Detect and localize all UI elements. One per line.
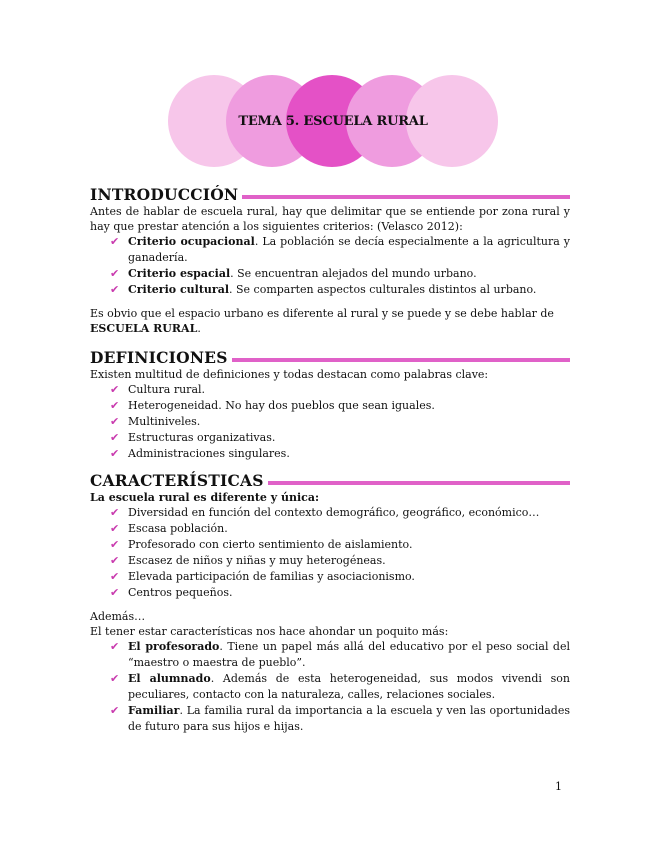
- section-caracteristicas: [90, 472, 570, 735]
- item-text: Centros pequeños.: [128, 586, 233, 599]
- title-banner: [168, 75, 498, 170]
- item-text: Elevada participación de familias y asociacionismo.: [128, 570, 415, 583]
- list-item: [110, 537, 570, 553]
- checkmark-icon: ✔: [110, 447, 120, 460]
- item-text: . Tiene un papel más allá del educativo por el peso social del “maestro o maestra de pueblo”.: [128, 640, 570, 669]
- list-item: [110, 282, 570, 298]
- list-item: [110, 569, 570, 585]
- list-item: [110, 414, 570, 430]
- item-text: . La población se decía especialmente a la agricultura y ganadería.: [128, 235, 570, 264]
- item-text: . Además de esta heterogeneidad, sus modos vivendi son peculiares, contacto con la naturaleza, calles, relaciones sociales.: [128, 672, 570, 701]
- list-item: [110, 505, 570, 521]
- checkmark-icon: ✔: [110, 570, 120, 583]
- item-text: Profesorado con cierto sentimiento de aislamiento.: [128, 538, 413, 551]
- section-heading: [90, 349, 570, 367]
- checkmark-icon: ✔: [110, 383, 120, 396]
- page-number: 1: [555, 780, 562, 793]
- checkmark-icon: ✔: [110, 399, 120, 412]
- heading-definiciones: DEFINICIONES: [90, 348, 232, 367]
- caracteristicas-list: [90, 505, 570, 601]
- item-text: Escasez de niños y niñas y muy heterogéneas.: [128, 554, 386, 567]
- checkmark-icon: ✔: [110, 538, 120, 551]
- checkmark-icon: ✔: [110, 235, 120, 248]
- caracteristicas-paragraph: El tener estar características nos hace ahondar un poquito más:: [90, 625, 449, 638]
- intro-closing: [90, 306, 570, 336]
- item-term: El profesorado: [128, 640, 220, 653]
- closing-text: Es obvio que el espacio urbano es diferente al rural y se puede y se debe hablar de: [90, 307, 554, 320]
- item-term: Familiar: [128, 704, 180, 717]
- item-text: Heterogeneidad. No hay dos pueblos que sean iguales.: [128, 399, 435, 412]
- caracteristicas-subheading: La escuela rural es diferente y única:: [90, 491, 320, 504]
- checkmark-icon: ✔: [110, 704, 120, 717]
- item-text: Cultura rural.: [128, 383, 206, 396]
- section-introduccion: [90, 186, 570, 336]
- list-item: [110, 266, 570, 282]
- list-item: [110, 446, 570, 462]
- checkmark-icon: ✔: [110, 431, 120, 444]
- item-text: . Se comparten aspectos culturales distintos al urbano.: [229, 283, 537, 296]
- checkmark-icon: ✔: [110, 554, 120, 567]
- item-text: . La familia rural da importancia a la escuela y ven las oportunidades de futuro para sus hijos e hijas.: [128, 704, 570, 733]
- checkmark-icon: ✔: [110, 640, 120, 653]
- actors-list: [90, 639, 570, 735]
- definiciones-list: [90, 382, 570, 462]
- item-text: Diversidad en función del contexto demográfico, geográfico, económico…: [128, 506, 540, 519]
- list-item: [110, 521, 570, 537]
- checkmark-icon: ✔: [110, 522, 120, 535]
- section-heading: [90, 472, 570, 490]
- section-definiciones: [90, 349, 570, 462]
- checkmark-icon: ✔: [110, 267, 120, 280]
- list-item: [110, 585, 570, 601]
- page-title: TEMA 5. ESCUELA RURAL: [238, 113, 428, 129]
- checkmark-icon: ✔: [110, 672, 120, 685]
- item-text: Administraciones singulares.: [128, 447, 290, 460]
- list-item: [110, 703, 570, 735]
- ademas-text: Además…: [90, 610, 146, 623]
- list-item: [110, 671, 570, 703]
- definiciones-paragraph: Existen multitud de definiciones y todas destacan como palabras clave:: [90, 368, 489, 381]
- item-text: Estructuras organizativas.: [128, 431, 276, 444]
- criteria-list: [90, 234, 570, 298]
- item-term: Criterio ocupacional: [128, 235, 255, 248]
- list-item: [110, 382, 570, 398]
- closing-end: .: [197, 322, 201, 335]
- checkmark-icon: ✔: [110, 506, 120, 519]
- list-item: [110, 639, 570, 671]
- item-term: Criterio espacial: [128, 267, 231, 280]
- section-heading: [90, 186, 570, 204]
- item-term: El alumnado: [128, 672, 211, 685]
- list-item: [110, 430, 570, 446]
- item-term: Criterio cultural: [128, 283, 230, 296]
- checkmark-icon: ✔: [110, 283, 120, 296]
- closing-bold: ESCUELA RURAL: [90, 322, 198, 335]
- list-item: [110, 398, 570, 414]
- list-item: [110, 234, 570, 266]
- item-text: . Se encuentran alejados del mundo urbano.: [230, 267, 477, 280]
- checkmark-icon: ✔: [110, 586, 120, 599]
- heading-introduccion: INTRODUCCIÓN: [90, 185, 242, 204]
- intro-paragraph: Antes de hablar de escuela rural, hay que delimitar que se entiende por zona rural y hay que prestar atención a los siguientes criterios: (Velasco 2012):: [90, 205, 570, 233]
- item-text: Multiniveles.: [128, 415, 201, 428]
- checkmark-icon: ✔: [110, 415, 120, 428]
- list-item: [110, 553, 570, 569]
- heading-caracteristicas: CARACTERÍSTICAS: [90, 471, 268, 490]
- item-text: Escasa población.: [128, 522, 228, 535]
